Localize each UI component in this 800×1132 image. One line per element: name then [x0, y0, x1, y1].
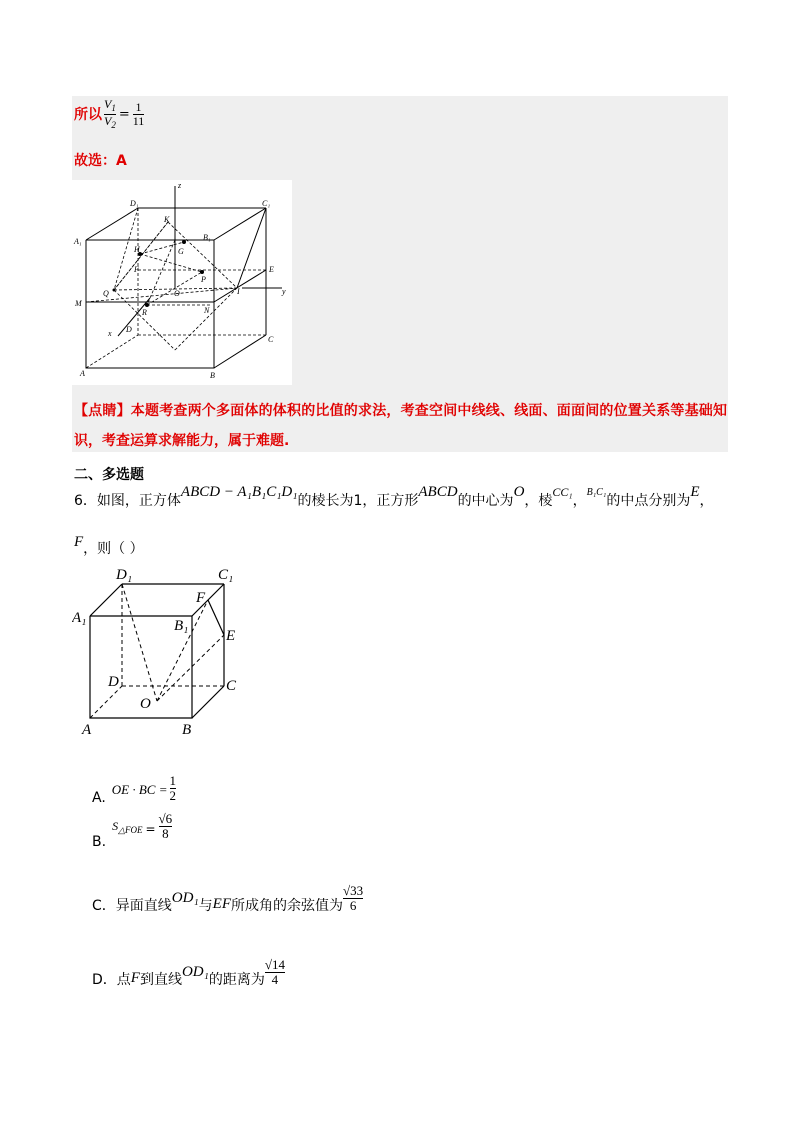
question-line-1 — [74, 483, 714, 510]
rhs-den: 11 — [132, 113, 145, 128]
fig1-label-D: D — [126, 325, 132, 334]
fig2-label-D1: D₁ — [116, 567, 133, 583]
fig2-label-B1: B₁ — [174, 618, 189, 634]
fig1-label-C: C — [268, 335, 274, 344]
option-d-label: D．点 — [92, 971, 131, 988]
figure-2-cube-diagram — [72, 562, 252, 740]
comment-line-2: 识，考查运算求解能力，属于难题. — [74, 433, 290, 449]
rhs-fraction — [133, 101, 145, 128]
option-b-lhs — [112, 819, 142, 836]
option-d-text-1: 到直线 — [139, 971, 182, 988]
option-a-label: A. — [92, 789, 106, 806]
fig2-label-C1: C₁ — [218, 567, 234, 583]
answer-line: 故选：A — [74, 153, 127, 169]
option-c-den: 6 — [349, 898, 357, 914]
fig2-label-O: O — [140, 696, 151, 712]
option-a[interactable] — [92, 773, 176, 806]
option-d[interactable] — [92, 957, 285, 994]
fig2-label-A1: A₁ — [72, 610, 87, 626]
option-c-line-ef: EF — [212, 896, 231, 913]
question-text-2: 的中心为 — [457, 493, 514, 509]
fig2-label-F: F — [196, 590, 206, 606]
option-a-fraction — [170, 774, 177, 804]
fig1-label-y: y — [282, 287, 286, 296]
option-b-label: B. — [92, 833, 107, 850]
option-a-den: 2 — [169, 788, 176, 804]
figure-1-cube-diagram — [72, 180, 292, 385]
fig1-label-B: B — [210, 371, 215, 380]
question-number: 6．如图，正方体 — [74, 493, 181, 509]
cube-name: ABCD − A₁B₁C₁D₁ — [180, 483, 298, 500]
option-c-line-od1: OD₁ — [171, 890, 199, 907]
fig1-label-x: x — [108, 329, 112, 338]
option-c-label: C．异面直线 — [92, 897, 172, 914]
option-c-text-1: 与 — [198, 897, 213, 914]
option-a-num: 1 — [169, 773, 176, 788]
option-b-den: 8 — [162, 826, 169, 842]
fig1-label-A: A — [80, 369, 85, 378]
fig1-label-A1: A₁ — [74, 237, 82, 246]
fig1-label-C1: C₁ — [262, 199, 271, 208]
so-prefix: 所以 — [74, 107, 102, 124]
fig1-label-F: F — [134, 265, 139, 274]
question-text-4: ， — [572, 493, 587, 509]
center-name: O — [513, 483, 525, 500]
option-b-s: S — [112, 818, 119, 833]
ratio-line — [74, 98, 144, 131]
fig1-label-E: E — [269, 265, 274, 274]
fig2-label-E: E — [226, 628, 236, 644]
fig1-label-P: P — [201, 275, 206, 284]
option-d-text-2: 的距离为 — [208, 971, 265, 988]
fig2-label-A: A — [82, 722, 92, 738]
question-text-1: 的棱长为1，正方形 — [297, 493, 419, 509]
question-text-3: ，棱 — [524, 493, 553, 509]
fig2-label-C: C — [226, 678, 237, 694]
question-text-5: 的中点分别为 — [606, 493, 691, 509]
rhs-num: 1 — [135, 99, 142, 114]
fig1-label-I: I — [237, 287, 240, 296]
equals-sign: = — [118, 106, 130, 122]
option-d-fraction — [265, 958, 285, 988]
ratio-num: V — [104, 97, 112, 111]
option-c-text-2: 所成角的余弦值为 — [231, 897, 343, 914]
fig2-label-B: B — [182, 722, 192, 738]
question-text-6: ， — [699, 493, 714, 509]
fig1-label-K: K — [164, 215, 170, 224]
fig1-label-M: M — [75, 299, 82, 308]
fig1-label-O: O — [174, 289, 180, 298]
question-line-2 — [74, 533, 144, 558]
fig1-label-Q: Q — [103, 289, 109, 298]
fig1-label-B1: B₁ — [203, 233, 211, 242]
ratio-den: V — [104, 113, 112, 128]
option-b-fraction — [159, 812, 173, 842]
option-d-line-od1: OD₁ — [181, 964, 209, 981]
fig1-label-G: G — [178, 247, 184, 256]
option-d-point-f: F — [130, 970, 140, 987]
point-e: E — [690, 483, 700, 500]
option-b-sub: △FOE — [118, 824, 143, 835]
point-f: F — [74, 533, 84, 550]
option-c-fraction — [343, 884, 363, 914]
option-c[interactable] — [92, 883, 364, 920]
fig1-label-z: z — [178, 181, 182, 190]
fig1-label-H: H — [134, 245, 140, 254]
fig1-label-R: R — [142, 308, 147, 317]
ratio-fraction — [104, 98, 116, 131]
question-text-7: ，则（ ） — [83, 541, 144, 557]
option-a-lhs: OE · BC = — [111, 781, 168, 797]
edge-b1c1: B₁C₁ — [586, 486, 607, 498]
option-c-num: √33 — [343, 883, 364, 898]
option-d-den: 4 — [271, 972, 279, 988]
section-title: 二、多选题 — [74, 467, 144, 483]
option-d-num: √14 — [264, 957, 285, 972]
fig1-label-D1: D₁ — [130, 199, 139, 208]
ratio-den-sub: 2 — [111, 119, 116, 130]
option-b-eq: = — [145, 821, 156, 836]
option-b[interactable] — [92, 811, 173, 850]
fig1-label-N: N — [204, 306, 210, 315]
edge-cc1: CC₁ — [552, 484, 573, 499]
option-b-num: √6 — [158, 811, 173, 826]
square-name: ABCD — [418, 483, 458, 500]
comment-line-1: 【点睛】本题考查两个多面体的体积的比值的求法，考查空间中线线、线面、面面间的位置关系等基础知 — [74, 403, 728, 419]
fig2-label-D: D — [108, 674, 119, 690]
ratio-num-sub: 1 — [111, 103, 116, 113]
